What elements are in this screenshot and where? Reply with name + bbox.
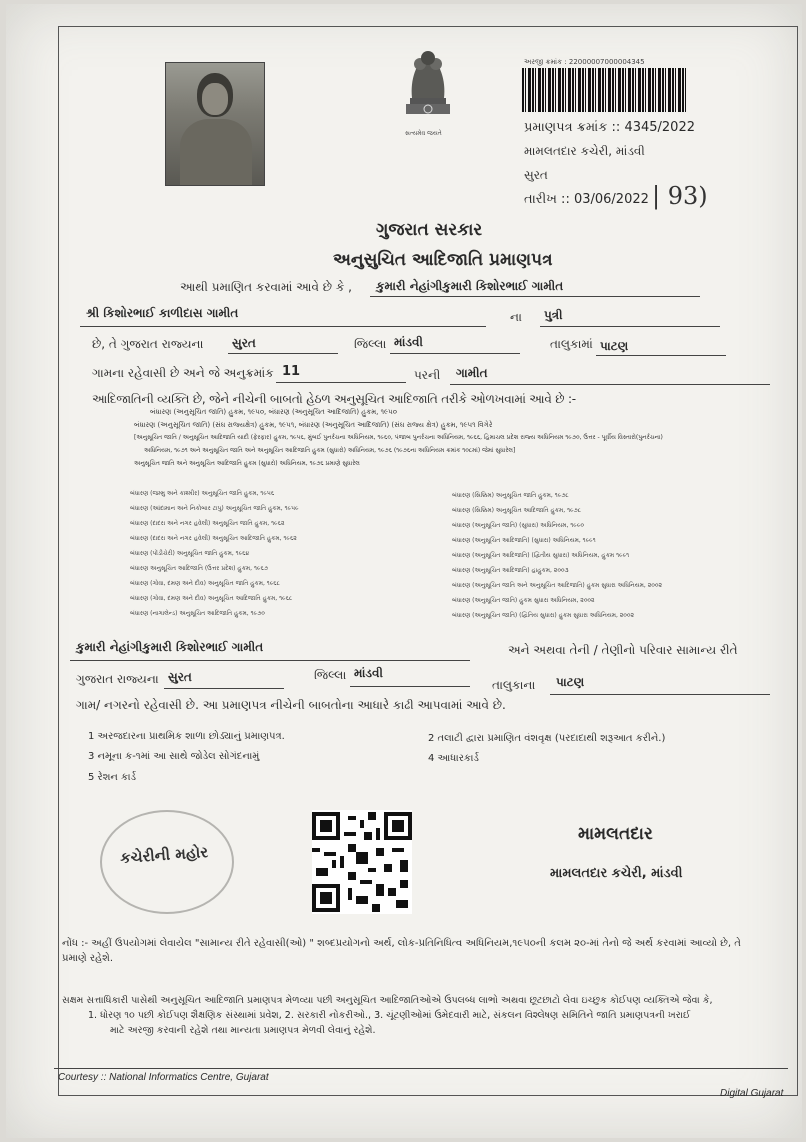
document-item: 3 નમૂના ક-૧માં આ સાથે જોડેલ સોગંદનામું bbox=[88, 751, 260, 762]
order-left: બંધારણ (જમ્મુ અને કાશ્મીર) અનુસૂચિત જાતિ હુકમ, ૧૯૫૬ bbox=[130, 490, 275, 497]
application-number: અરજી ક્રમાંક : 22000007000004345 bbox=[524, 58, 645, 66]
office-stamp-text: કચેરીની મહોર bbox=[119, 842, 209, 868]
order-left: બંધારણ (આંદામાન અને નિકોબાર ટાપુ) અનુસૂચિત જાતિ હુકમ, ૧૯૫૯ bbox=[130, 505, 299, 512]
serial-value: 11 bbox=[282, 364, 301, 379]
state-label: છે, તે ગુજરાત રાજ્યના bbox=[92, 337, 204, 351]
document-item: 1 અરજદારના પ્રાથમિક શાળા છોડ્યાનું પ્રમાણપત્ર. bbox=[88, 731, 285, 742]
order-right: બંધારણ (અનુસૂચિત આદિજાતિ) (સુધારા) અધિનિયમ, ૧૯૯૧ bbox=[452, 537, 596, 544]
ashoka-emblem-icon bbox=[396, 40, 460, 130]
order-right: બંધારણ (અનુસૂચિત જાતિ) (સુધારા) અધિનિયમ, ૧૯૯૦ bbox=[452, 522, 584, 529]
signature-title: મામલતદાર bbox=[578, 824, 653, 844]
order-right: બંધારણ (અનુસૂચિત આદિજાતિ) હાહુકમ, ૨૦૦૩ bbox=[452, 567, 569, 574]
applicant-photo bbox=[165, 62, 265, 186]
order-line: બંધારણ (અનુસૂચિત જાતિ) હુકમ, ૧૯૫૦, બંધારણ (અનુસૂચિત આદિજાતિ) હુકમ, ૧૯૫૦ bbox=[150, 408, 397, 416]
order-right: બંધારણ (અનુસૂચિત જાતિ) (દ્વિતિય સુધારા) હુકમ સુધારા અધિનિયમ, ૨૦૦૨ bbox=[452, 612, 635, 619]
note-residence: નોંધ :- અહીં ઉપયોગમાં લેવાયેલ "સામાન્ય રીતે રહેવાસી(ઓ) " શબ્દપ્રયોગનો અર્થ, લોક-પ્રતિનિધિત્વ અધિનિયમ,૧૯૫૦ની કલમ ૨૦-માં તેનો જે અર્થ કરવામાં આવ્યો છે, તે bbox=[62, 938, 741, 949]
order-line: [અનુસૂચિત જાતિ / અનુસૂચિત આદિજાતિ યાદી (ફેરફાર) હુકમ, ૧૯૫૬, મુંબઈ પુનર્રચના અધિનિયમ, ૧૯૬૦, પંજાબ પુનર્રચના અધિનિયમ, ૧૯૬૬, હિમાચલ પ્રદેશ રાજ્ય અધિનિયમ ૧૯૭૦, ઉત્તર - પૂર્વીય વિસ્તારો(પુનર્રચના) bbox=[134, 434, 663, 441]
emblem-motto: સત્યમેવ જયતે bbox=[405, 130, 442, 137]
order-right: બંધારણ (અનુસૂચિત આદિજાતિ) (દ્વિતીય સુધારા) અધિનિયમ, હુકમ ૧૯૯૧ bbox=[452, 552, 630, 559]
district-label: જિલ્લા bbox=[354, 337, 387, 351]
residence-taluka-value: પાટણ bbox=[556, 675, 585, 689]
relation: પુત્રી bbox=[544, 308, 563, 322]
note-residence-cont: પ્રમાણે રહેશે. bbox=[62, 953, 114, 964]
order-left: બંધારણ અનુસૂચિત આદિજાતિ (ઉત્તર પ્રદેશ) હુકમ, ૧૯૬૭ bbox=[130, 565, 268, 572]
order-left: બંધારણ (પોંડીચેરી) અનુસૂચિત જાતિ હુકમ, ૧૯૬૪ bbox=[130, 550, 250, 557]
residence-district-value: માંડવી bbox=[354, 666, 383, 680]
issue-date: તારીખ :: 03/06/2022 bbox=[524, 192, 649, 207]
order-line: બંધારણ (અનુસૂચિત જાતિ) (સંઘ રાજ્યક્ષેત્ર) હુકમ, ૧૯૫૧, બંધારણ (અનુસૂચિત આદિજાતિ) (સંઘ રાજ્ય ક્ષેત્ર) હુકમ, ૧૯૫૧ વિગેરે bbox=[134, 421, 493, 429]
barcode bbox=[522, 68, 686, 112]
village-label: ગામના રહેવાસી છે અને જે અનુક્રમાંક bbox=[92, 366, 274, 380]
certificate-page bbox=[6, 4, 802, 1138]
document-item: 2 તલાટી દ્વારા પ્રમાણિત વંશવૃક્ષ (પરદાદાથી શરૂઆત કરીને.) bbox=[428, 733, 666, 744]
district-value: માંડવી bbox=[394, 335, 423, 349]
order-line: અનુસૂચિત જાતિ અને અનુસૂચિત આદિજાતિ હુકમ (સુધારો) અધિનિયમ, ૧૯૭૬ પ્રમાણે સુધારેલ bbox=[134, 460, 360, 467]
na-label: ના bbox=[510, 310, 522, 324]
family-text: અને અથવા તેની / તેણીનો પરિવાર સામાન્ય રીતે bbox=[508, 643, 738, 657]
order-right: બંધારણ (અનુસૂચિત જાતિ અને અનુસૂચિત આદિજાતિ) હુકમ સુધારા અધિનિયમ, ૨૦૦૨ bbox=[452, 582, 662, 589]
handwritten-number: | 93) bbox=[652, 182, 708, 210]
footer-digital-gujarat: Digital Gujarat bbox=[720, 1088, 784, 1099]
document-item: 4 આધારકાર્ડ bbox=[428, 753, 479, 764]
state-value: સુરત bbox=[232, 336, 256, 350]
tribe-statement: આદિજાતિની વ્યક્તિ છે, જેને નીચેની બાબતો હેઠળ અનુસૂચિત આદિજાતિ તરીકે ઓળખવામાં આવે છે :- bbox=[92, 392, 576, 406]
residence-name: કુમારી નેહાંગીકુમારી કિશોરભાઈ ગામીત bbox=[76, 640, 264, 654]
residence-district-label: જિલ્લા bbox=[314, 668, 347, 682]
qr-code bbox=[312, 810, 412, 914]
order-left: બંધારણ (ગોવા, દમણ અને દીવ) અનુસૂચિત જાતિ હુકમ, ૧૯૬૮ bbox=[130, 580, 280, 587]
parent-name: શ્રી કિશોરભાઈ કાળીદાસ ગામીત bbox=[86, 306, 239, 320]
taluka-value: પાટણ bbox=[600, 339, 629, 353]
taluka-label: તાલુકામાં bbox=[550, 337, 593, 351]
residence-taluka-label: તાલુકાના bbox=[492, 678, 536, 692]
holder-name: કુમારી નેહાંગીકુમારી કિશોરભાઈ ગામીત bbox=[376, 279, 564, 293]
order-left: બંધારણ (ગોવા, દમણ અને દીવ) અનુસૂચિત આદિજાતિ હુકમ, ૧૯૬૮ bbox=[130, 595, 293, 602]
order-line: અધિનિયમ, ૧૯૭૧ અને અનુસૂચિત જાતિ અને અનુસૂચિત આદિજાતિ હુકમ (સુધારો) અધિનિયમ, ૧૯૭૬ (૧૯૭૬ના અધિનિયમ ક્રમાંક ૧૦૮માં) જેમાં સુધારેલ] bbox=[144, 447, 516, 454]
signature-office: મામલતદાર કચેરી, માંડવી bbox=[550, 866, 683, 881]
residence-state-value: સુરત bbox=[168, 670, 192, 684]
order-left: બંધારણ (દાદરા અને નગર હવેલી) અનુસૂચિત જાતિ હુકમ, ૧૯૬૨ bbox=[130, 520, 285, 527]
government-title: ગુજરાત સરકાર bbox=[376, 220, 483, 240]
tribe-label: પરની bbox=[414, 368, 441, 382]
note-benefits-list: 1. ધોરણ ૧૦ પછી કોઈપણ શૈક્ષણિક સંસ્થામાં પ્રવેશ, 2. સરકારી નોકરીઓ., 3. ચૂંટણીઓમાં ઉમેદવારી માટે, સંકલન વિશ્લેષણ સમિતિને જાતિ પ્રમાણપત્રની ખરાઈ bbox=[88, 1010, 691, 1021]
residence-basis: ગામ/ નગરનો રહેવાસી છે. આ પ્રમાણપત્ર નીચેની બાબતોના આધારે કાઢી આપવામાં આવે છે. bbox=[76, 698, 506, 712]
residence-state-label: ગુજરાત રાજ્યના bbox=[76, 672, 159, 686]
certify-prefix: આથી પ્રમાણિત કરવામાં આવે છે કે , bbox=[180, 280, 352, 294]
certificate-number: પ્રમાણપત્ર ક્રમાંક :: 4345/2022 bbox=[524, 120, 695, 135]
order-right: બંધારણ (સિક્કિમ) અનુસૂચિત જાતિ હુકમ, ૧૯૭૮ bbox=[452, 492, 569, 499]
tribe-value: ગામીત bbox=[456, 366, 488, 380]
footer-courtesy: Courtesy :: National Informatics Centre, Gujarat bbox=[58, 1072, 269, 1083]
order-left: બંધારણ (દાદરા અને નગર હવેલી) અનુસૂચિત આદિજાતિ હુકમ, ૧૯૬૨ bbox=[130, 535, 297, 542]
issuing-office: મામલતદાર કચેરી, માંડવી bbox=[524, 144, 645, 158]
document-item: 5 રેશન કાર્ડ bbox=[88, 772, 137, 783]
issuing-district: સુરત bbox=[524, 168, 548, 182]
order-right: બંધારણ (અનુસૂચિત જાતિ) હુકમ સુધારા અધિનિયમ, ૨૦૦૨ bbox=[452, 597, 595, 604]
certificate-title: અનુસુચિત આદિજાતિ પ્રમાણપત્ર bbox=[333, 250, 553, 270]
note-benefits: સક્ષમ સત્તાધિકારી પાસેથી અનુસૂચિત આદિજાતિ પ્રમાણપત્ર મેળવ્યા પછી અનુસૂચિત આદિજાતિઓએ ઉપલબ્ધ લાભો અથવા છૂટછાટો લેવા ઇચ્છુક કોઈપણ વ્યક્તિએ જેવા કે, bbox=[62, 995, 713, 1006]
order-right: બંધારણ (સિક્કિમ) અનુસૂચિત આદિજાતિ હુકમ, ૧૯૭૮ bbox=[452, 507, 582, 514]
note-benefits-end: માટે અરજી કરવાની રહેશે તથા માન્યતા પ્રમાણપત્ર મેળવી લેવાનું રહેશે. bbox=[110, 1025, 376, 1036]
order-left: બંધારણ (નાગાલેન્ડ) અનુસૂચિત આદિજાતિ હુકમ, ૧૯૭૦ bbox=[130, 610, 265, 617]
